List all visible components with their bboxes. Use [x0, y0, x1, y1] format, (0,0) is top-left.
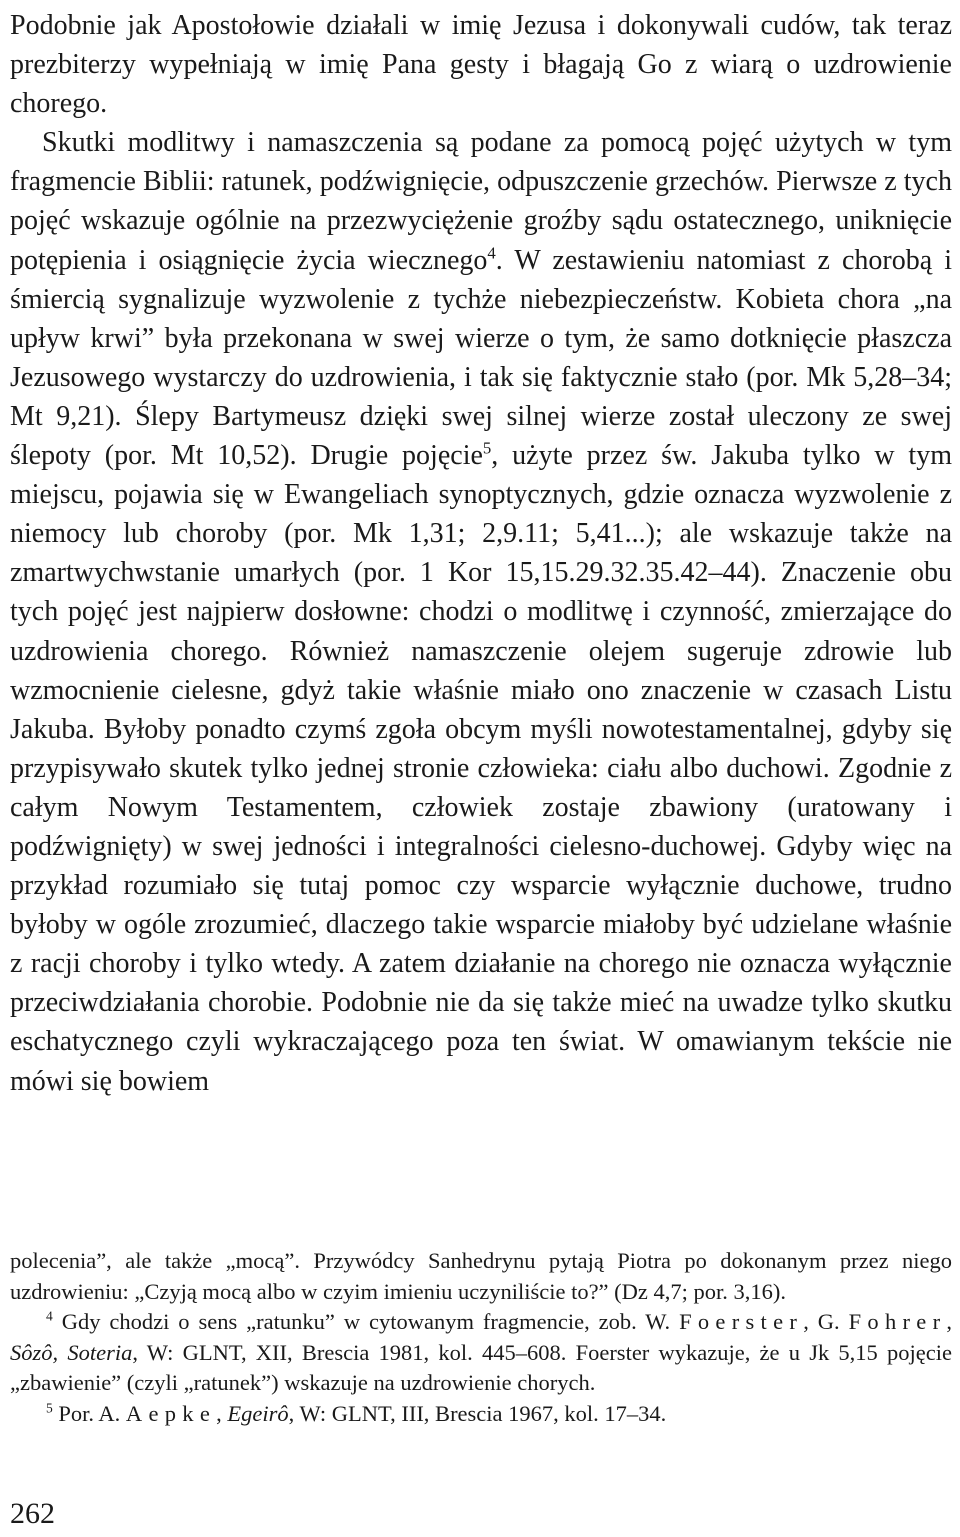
text-run: , G.: [803, 1309, 849, 1334]
work-title: Sôzô, Soteria: [10, 1339, 133, 1365]
text-run: polecenia”, ale także „mocą”. Przywódcy Sanhedrynu pytają Piotra po dokonanym przez niego uzdrowieniu: „Czyją mocą albo w czyim imieniu uczyniliście to?” (Dz 4,7; por. 3,16).: [10, 1248, 952, 1304]
author-name: Aepke: [125, 1400, 217, 1426]
text-run: , użyte przez św. Jakuba tylko w tym miejscu, pojawia się w Ewangeliach synoptycznych, gdzie oznacza wyzwolenie z niemocy lub choroby (por. Mk 1,31; 2,9.11; 5,41...); ale wskazuje także na zmartwychwstanie umarłych (por. 1 Kor 15,15.29.32.35.42–44). Znaczenie obu tych pojęć jest najpierw dosłowne: chodzi o modlitwę i czynność, zmierzające do uzdrowienia chorego. Również namaszczenie olejem sugeruje zdrowie lub wzmocnienie cielesne, gdyż takie właśnie miało ono znaczenie w czasach Listu Jakuba. Byłoby ponadto czymś zgoła obcym myśli nowotestamentalnej, gdyby się przypisywało skutek tylko jednej stronie człowieka: ciału albo duchowi. Zgodnie z całym Nowym Testamentem, człowiek zostaje zbawiony (uratowany i podźwignięty) w swej jedności i integralności cielesno-duchowej. Gdyby więc na przykład rozumiało się tutaj pomoc czy wsparcie wyłącznie duchowe, trudno byłoby w ogóle zrozumieć, dlaczego takie wsparcie miałoby być udzielane właśnie z racji choroby i tylko wtedy. A zatem działanie na chorego nie oznacza wyłącznie przeciwdziałania chorobie. Podobnie nie da się także mieć na uwadze tylko skutku eschatycznego czyli wykraczającego poza ten świat. W omawianym tekście nie mówi się bowiem: [10, 440, 952, 1097]
text-run: ,: [216, 1400, 228, 1426]
page-number: 262: [10, 1497, 55, 1530]
text-run: , W: GLNT, XII, Brescia 1981, kol. 445–608. Foerster wykazuje, że u Jk 5,15 pojęcie „zbawienie” (czyli „ratunek”) wskazuje na uzdrowienie chorych.: [10, 1339, 952, 1395]
text-run: Gdy chodzi o sens „ratunku” w cytowanym fragmencie, zob. W.: [52, 1309, 680, 1334]
text-run: Por. A.: [52, 1400, 126, 1426]
footnote-ref: 4: [487, 243, 496, 263]
text-run: Skutki modlitwy i namaszczenia są podane za pomocą pojęć użytych w tym fragmencie Biblii: ratunek, podźwignięcie, odpuszczenie grzechów. Pierwsze z tych pojęć wskazuje ogólnie na przezwyciężenie groźby sądu ostatecznego, uniknięcie potępienia i osiągnięcie życia wiecznego: [10, 127, 952, 276]
text-run: , W: GLNT, III, Brescia 1967, kol. 17–34.: [288, 1400, 667, 1426]
footnote: [10, 1307, 952, 1399]
body-text: [10, 6, 952, 1101]
text-run: Podobnie jak Apostołowie działali w imię Jezusa i dokonywali cudów, tak teraz prezbiterzy wypełniają w imię Pana gesty i błagają Go z wiarą o uzdrowienie chorego.: [10, 10, 952, 120]
footnote-ref: 4: [46, 1308, 53, 1324]
paragraph: [10, 6, 952, 123]
author-name: Fohrer: [848, 1309, 947, 1334]
work-title: Egeirô: [227, 1400, 289, 1426]
footnote: [10, 1399, 952, 1430]
author-name: Foerster: [679, 1309, 804, 1334]
footnote: [10, 1246, 952, 1307]
footnotes: [10, 1246, 952, 1429]
text-run: ,: [946, 1309, 953, 1334]
footnote-ref: 5: [46, 1400, 53, 1415]
footnote-ref: 5: [482, 438, 492, 458]
paragraph: [10, 123, 952, 1100]
text-run: . W zestawieniu natomiast z chorobą i śmiercią sygnalizuje wyzwolenie z tychże niebezpieczeństw. Kobieta chora „na upływ krwi” była przekonana w swej wierze o tym, że samo dotknięcie płaszcza Jezusowego wystarczy do uzdrowienia, i tak się faktycznie stało (por. Mk 5,28–34; Mt 9,21). Ślepy Bartymeusz dzięki swej silnej wierze został uleczony ze swej ślepoty (por. Mt 10,52). Drugie pojęcie: [10, 244, 953, 472]
